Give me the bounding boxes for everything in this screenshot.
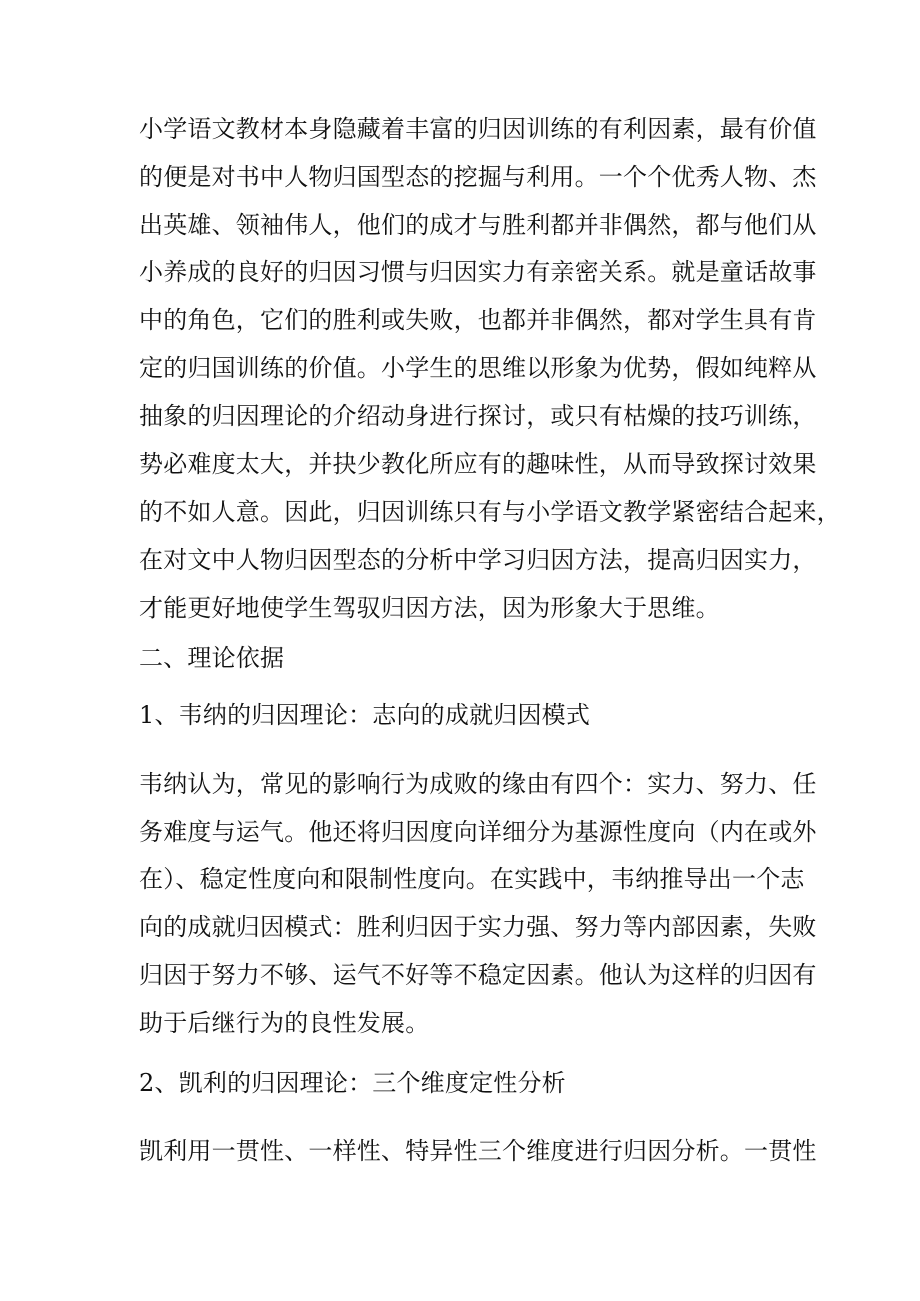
paragraph-line: 助于后继行为的良性发展。: [139, 1009, 430, 1037]
paragraph-line: 在）、稳定性度向和限制性度向。在实践中，韦纳推导出一个志: [139, 865, 805, 893]
paragraph-line: 归因于努力不够、运气不好等不稳定因素。他认为这样的归因有: [139, 961, 817, 989]
paragraph-line: 凯利用一贯性、一样性、特异性三个维度进行归因分析。一贯性: [139, 1137, 817, 1165]
paragraph-line: 才能更好地使学生驾驭归因方法，因为形象大于思维。: [139, 594, 720, 622]
paragraph-line: 务难度与运气。他还将归因度向详细分为基源性度向（内在或外: [139, 818, 817, 846]
paragraph-line: 势必难度太大，并抉少教化所应有的趣味性，从而导致探讨效果: [139, 450, 817, 478]
paragraph-line: 向的成就归因模式：胜利归因于实力强、努力等内部因素，失败: [139, 913, 817, 941]
section-heading: 二、理论依据: [139, 644, 285, 672]
paragraph-line: 中的角色，它们的胜利或失败，也都并非偶然，都对学生具有肯: [139, 306, 817, 334]
paragraph-line: 韦纳认为，常见的影响行为成败的缘由有四个：实力、努力、任: [139, 770, 817, 798]
paragraph-line: 在对文中人物归因型态的分析中学习归因方法，提高归因实力，: [139, 546, 817, 574]
paragraph-line: 出英雄、领袖伟人，他们的成才与胜利都并非偶然，都与他们从: [139, 211, 817, 239]
subsection-heading: 1、韦纳的归因理论：志向的成就归因模式: [139, 701, 591, 729]
subsection-heading: 2、凯利的归因理论：三个维度定性分析: [139, 1069, 566, 1097]
paragraph-line: 的不如人意。因此，归因训练只有与小学语文教学紧密结合起来，: [139, 498, 841, 526]
paragraph-line: 抽象的归因理论的介绍动身进行探讨，或只有枯燥的技巧训练，: [139, 402, 817, 430]
paragraph-line: 小养成的良好的归因习惯与归因实力有亲密关系。就是童话故事: [139, 258, 817, 286]
paragraph-line: 小学语文教材本身隐藏着丰富的归因训练的有利因素，最有价值: [139, 115, 817, 143]
paragraph-line: 定的归国训练的价值。小学生的思维以形象为优势，假如纯粹从: [139, 354, 817, 382]
paragraph-line: 的便是对书中人物归国型态的挖掘与利用。一个个优秀人物、杰: [139, 163, 817, 191]
